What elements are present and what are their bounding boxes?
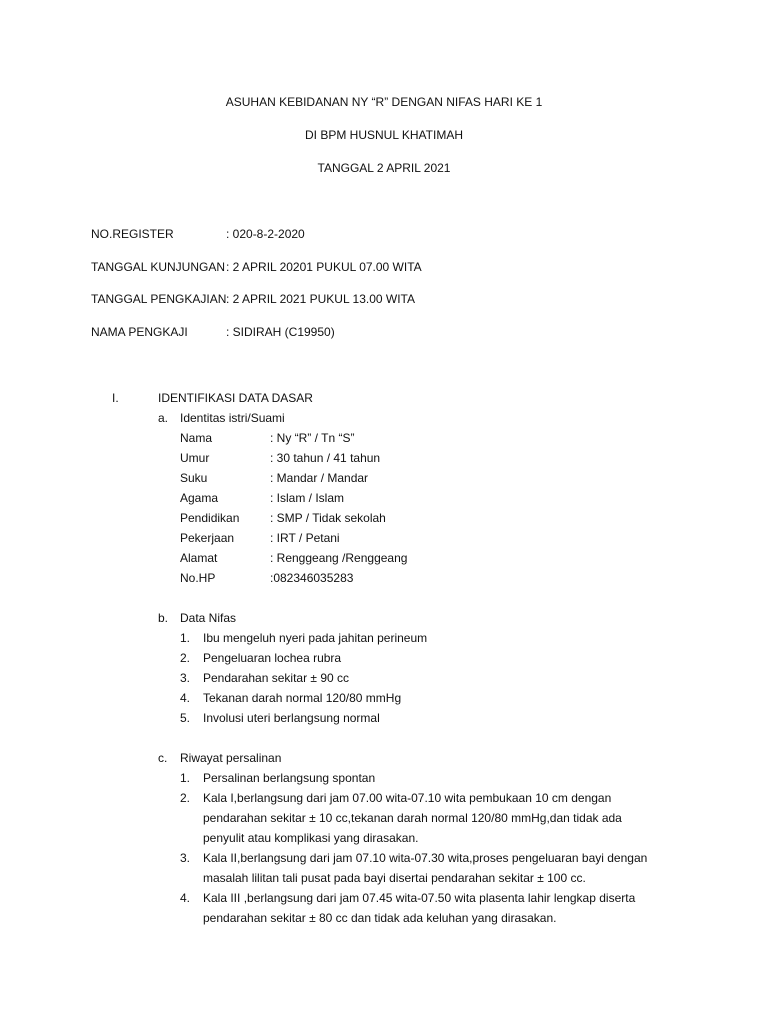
assessment-date-value: : 2 APRIL 2021 PUKUL 13.00 WITA: [226, 292, 415, 306]
visit-date-value: : 2 APRIL 20201 PUKUL 07.00 WITA: [226, 260, 422, 274]
assessor-label: NAMA PENGKAJI: [91, 325, 188, 339]
visit-date-label: TANGGAL KUNJUNGAN: [91, 260, 226, 274]
doc-title-line-1: ASUHAN KEBIDANAN NY “R” DENGAN NIFAS HARI KE 1: [225, 95, 543, 109]
list-item: Tekanan darah normal 120/80 mmHg: [203, 691, 402, 705]
identity-value: : SMP / Tidak sekolah: [270, 511, 386, 525]
list-item-number: 2.: [180, 651, 191, 665]
subsection-b-heading: Data Nifas: [180, 611, 237, 625]
list-item: Persalinan berlangsung spontan: [203, 771, 376, 785]
identity-value: : Islam / Islam: [270, 491, 345, 505]
list-item-continued: pendarahan sekitar ± 80 cc dan tidak ada keluhan yang dirasakan.: [203, 911, 557, 925]
subsection-c-letter: c.: [158, 751, 168, 765]
identity-label: Umur: [180, 451, 210, 465]
list-item-number: 4.: [180, 891, 191, 905]
subsection-c-heading: Riwayat persalinan: [180, 751, 282, 765]
list-item-number: 4.: [180, 691, 191, 705]
register-label: NO.REGISTER: [91, 227, 174, 241]
list-item-number: 3.: [180, 671, 191, 685]
identity-label: No.HP: [180, 571, 216, 585]
identity-label: Pendidikan: [180, 511, 240, 525]
list-item-number: 1.: [180, 771, 191, 785]
subsection-b-letter: b.: [158, 611, 169, 625]
list-item-number: 2.: [180, 791, 191, 805]
list-item: Involusi uteri berlangsung normal: [203, 711, 380, 725]
identity-value: : Ny “R” / Tn “S”: [270, 431, 355, 445]
identity-value: :082346035283: [270, 571, 354, 585]
list-item-number: 3.: [180, 851, 191, 865]
subsection-a-letter: a.: [158, 411, 169, 425]
assessor-value: : SIDIRAH (C19950): [226, 325, 335, 339]
assessment-date-label: TANGGAL PENGKAJIAN: [91, 292, 227, 306]
list-item: Pengeluaran lochea rubra: [203, 651, 342, 665]
identity-label: Alamat: [180, 551, 218, 565]
identity-label: Agama: [180, 491, 219, 505]
doc-title-line-3: TANGGAL 2 APRIL 2021: [317, 161, 451, 175]
list-item-continued: masalah lilitan tali pusat pada bayi disertai pendarahan sekitar ± 100 cc.: [203, 871, 586, 885]
list-item: Ibu mengeluh nyeri pada jahitan perineum: [203, 631, 428, 645]
list-item: Kala I,berlangsung dari jam 07.00 wita-07.10 wita pembukaan 10 cm dengan: [203, 791, 612, 805]
identity-label: Nama: [180, 431, 213, 445]
list-item: Pendarahan sekitar ± 90 cc: [203, 671, 350, 685]
section-heading: IDENTIFIKASI DATA DASAR: [158, 391, 313, 405]
list-item: Kala II,berlangsung dari jam 07.10 wita-07.30 wita,proses pengeluaran bayi dengan: [203, 851, 648, 865]
identity-label: Suku: [180, 471, 208, 485]
list-item-number: 5.: [180, 711, 191, 725]
identity-value: : Mandar / Mandar: [270, 471, 369, 485]
identity-value: : Renggeang /Renggeang: [270, 551, 408, 565]
list-item-continued: pendarahan sekitar ± 10 cc,tekanan darah normal 120/80 mmHg,dan tidak ada: [203, 811, 622, 825]
register-value: : 020-8-2-2020: [226, 227, 305, 241]
list-item-continued: penyulit atau komplikasi yang dirasakan.: [203, 831, 419, 845]
subsection-a-heading: Identitas istri/Suami: [180, 411, 285, 425]
identity-label: Pekerjaan: [180, 531, 235, 545]
identity-value: : IRT / Petani: [270, 531, 340, 545]
identity-value: : 30 tahun / 41 tahun: [270, 451, 381, 465]
list-item: Kala III ,berlangsung dari jam 07.45 wita-07.50 wita plasenta lahir lengkap diserta: [203, 891, 636, 905]
list-item-number: 1.: [180, 631, 191, 645]
section-number: I.: [112, 391, 119, 405]
doc-title-line-2: DI BPM HUSNUL KHATIMAH: [304, 128, 463, 142]
